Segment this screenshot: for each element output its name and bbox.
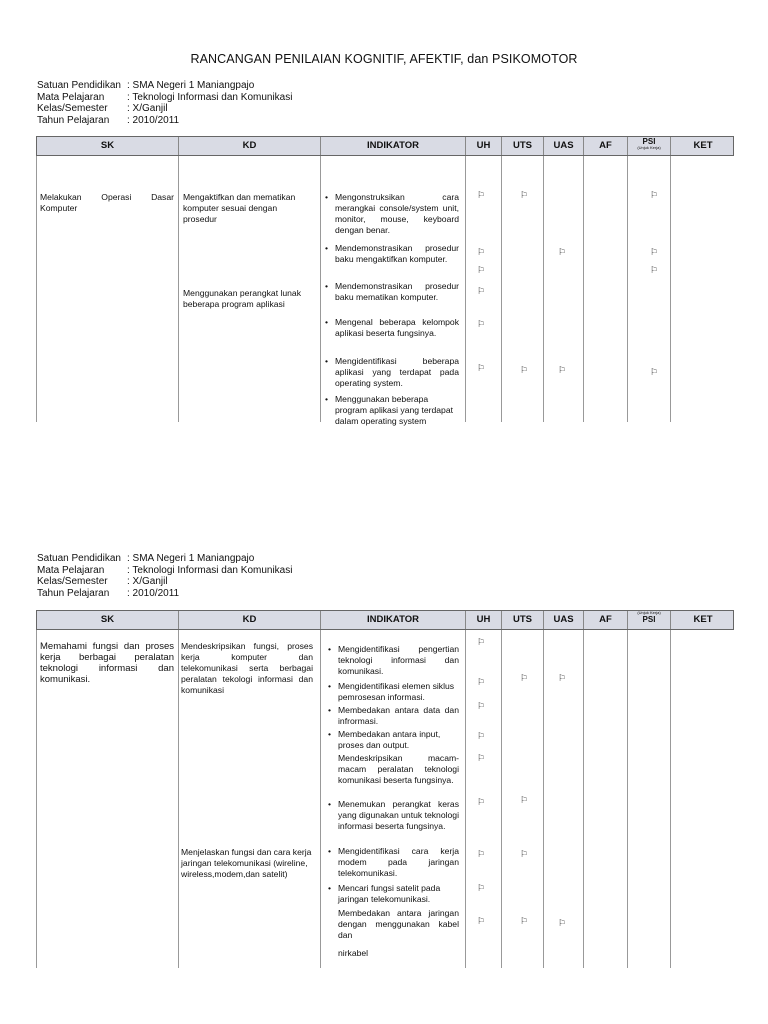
flag-icon: ⚐ (477, 916, 486, 926)
col-uas: UAS (544, 137, 584, 155)
meta-label: Satuan Pendidikan (37, 553, 121, 564)
col-uts: UTS (502, 137, 544, 155)
flag-icon: ⚐ (520, 795, 529, 805)
indicator-item: • Mengidentifikasi pengertian teknologi informasi dan komunikasi. (328, 644, 459, 676)
flag-icon: ⚐ (477, 637, 486, 647)
kd-text: Menjelaskan fungsi dan cara kerja jaringan telekomunikasi (wireline, wireless,modem,dan satelit) (181, 847, 312, 879)
col-kd: KD (179, 611, 321, 629)
flag-icon: ⚐ (520, 190, 529, 200)
indicator-item: • Mengidentifikasi elemen siklus pemrosesan informasi. (328, 681, 455, 702)
indicator-item: • Mendemonstrasikan prosedur baku mematikan komputer. (325, 281, 459, 302)
kd-text: Menggunakan perangkat lunak beberapa program aplikasi (183, 288, 302, 309)
document-title: RANCANGAN PENILAIAN KOGNITIF, AFEKTIF, dan PSIKOMOTOR (190, 52, 578, 66)
flag-icon: ⚐ (520, 916, 529, 926)
indicator-item: • Membedakan antara input, proses dan output. (328, 729, 441, 750)
indicator-item: • Mengenal beberapa kelompok aplikasi beserta fungsinya. (325, 317, 459, 338)
col-kd: KD (179, 137, 321, 155)
flag-icon: ⚐ (558, 673, 567, 683)
flag-icon: ⚐ (477, 701, 486, 711)
indicator-item: • Mengidentifikasi beberapa aplikasi yang terdapat pada operating system. (325, 356, 459, 388)
indicator-item: • Mencari fungsi satelit pada jaringan telekomunikasi. (328, 883, 441, 904)
meta-value: : SMA Negeri 1 Maniangpajo (127, 553, 255, 564)
table-body (36, 630, 734, 968)
flag-icon: ⚐ (477, 286, 486, 296)
meta-block-2 (37, 553, 292, 599)
psi-sublabel: (Unjuk Kerja) (637, 145, 661, 150)
indicator-item: • Mengidentifikasi cara kerja modem pada jaringan telekomunikasi. (328, 846, 459, 878)
col-sk: SK (37, 611, 179, 629)
col-psi (628, 137, 671, 155)
flag-icon: ⚐ (477, 753, 486, 763)
meta-label: Mata Pelajaran (37, 91, 105, 103)
meta-value: : X/Ganjil (127, 103, 168, 114)
flag-icon: ⚐ (477, 731, 486, 741)
col-ket: KET (693, 140, 713, 151)
flag-icon: ⚐ (477, 190, 486, 200)
meta-block-1 (37, 80, 292, 126)
indicator-item: • Menggunakan beberapa program aplikasi yang terdapat dalam operating system (325, 394, 453, 426)
col-indikator: INDIKATOR (321, 611, 466, 629)
psi-sublabel: (Unjuk Kerja) (637, 610, 661, 615)
meta-label: Satuan Pendidikan (37, 80, 121, 91)
flag-icon: ⚐ (650, 190, 659, 200)
sk-text: Melakukan Operasi Dasar Komputer (40, 192, 174, 213)
table-header (36, 610, 734, 630)
flag-icon: ⚐ (477, 247, 486, 257)
flag-icon: ⚐ (477, 883, 486, 893)
flag-icon: ⚐ (477, 797, 486, 807)
meta-value: : Teknologi Informasi dan Komunikasi (127, 91, 293, 103)
sk-text: Memahami fungsi dan proses kerja berbagai peralatan teknologi informasi dan komunikasi. (40, 641, 174, 685)
table-body (36, 156, 734, 426)
flag-icon: ⚐ (558, 247, 567, 257)
col-uh: UH (466, 137, 502, 155)
meta-value: : Teknologi Informasi dan Komunikasi (127, 564, 293, 576)
indicator-item: • Mendemonstrasikan prosedur baku mengaktifkan komputer. (325, 243, 459, 264)
assessment-table-2 (36, 610, 734, 968)
indicator-item: nirkabel (338, 948, 369, 958)
col-uts: UTS (502, 611, 544, 629)
meta-value: : 2010/2011 (127, 587, 180, 599)
col-af: AF (584, 137, 628, 155)
meta-label: Tahun Pelajaran (37, 114, 110, 126)
flag-icon: ⚐ (520, 365, 529, 375)
flag-icon: ⚐ (477, 363, 486, 373)
col-indikator: INDIKATOR (321, 137, 466, 155)
flag-icon: ⚐ (477, 849, 486, 859)
assessment-table-1 (36, 136, 734, 426)
meta-label: Tahun Pelajaran (37, 587, 110, 599)
flag-icon: ⚐ (477, 677, 486, 687)
flag-icon: ⚐ (558, 365, 567, 375)
flag-icon: ⚐ (650, 265, 659, 275)
flag-icon: ⚐ (558, 918, 567, 928)
kd-text: Mengaktifkan dan mematikan komputer sesuai dengan prosedur (183, 192, 296, 224)
col-ket: KET (693, 614, 713, 625)
flag-icon: ⚐ (520, 673, 529, 683)
flag-icon: ⚐ (650, 247, 659, 257)
meta-label: Mata Pelajaran (37, 564, 105, 576)
indicator-item: • Menemukan perangkat keras yang digunakan untuk teknologi informasi beserta fungsinya. (328, 799, 459, 831)
indicator-item: • Membedakan antara data dan infrormasi. (328, 705, 459, 726)
flag-icon: ⚐ (650, 367, 659, 377)
kd-text: Mendeskripsikan fungsi, proses kerja komputer dan telekomunikasi serta berbagai peralatan tekologi informasi dan komunikasi (181, 641, 313, 695)
meta-value: : SMA Negeri 1 Maniangpajo (127, 80, 255, 91)
flag-icon: ⚐ (477, 265, 486, 275)
indicator-item: Membedakan antara jaringan dengan menggunakan kabel dan (338, 908, 459, 940)
flag-icon: ⚐ (520, 849, 529, 859)
col-af: AF (584, 611, 628, 629)
flag-icon: ⚐ (477, 319, 486, 329)
meta-label: Kelas/Semester (37, 103, 108, 114)
indicator-item: Mendeskripsikan macam-macam peralatan teknologi komunikasi beserta fungsinya. (338, 753, 459, 785)
col-uh: UH (466, 611, 502, 629)
meta-value: : X/Ganjil (127, 576, 168, 587)
col-uas: UAS (544, 611, 584, 629)
indicator-item: • Mengonstruksikan cara merangkai console/system unit, monitor, mouse, keyboard dengan benar. (325, 192, 459, 235)
col-psi (628, 611, 671, 629)
col-sk: SK (37, 137, 179, 155)
meta-value: : 2010/2011 (127, 114, 180, 126)
psi-label: PSI (642, 137, 656, 146)
psi-label: PSI (642, 615, 656, 624)
table-header (36, 136, 734, 156)
meta-label: Kelas/Semester (37, 576, 108, 587)
